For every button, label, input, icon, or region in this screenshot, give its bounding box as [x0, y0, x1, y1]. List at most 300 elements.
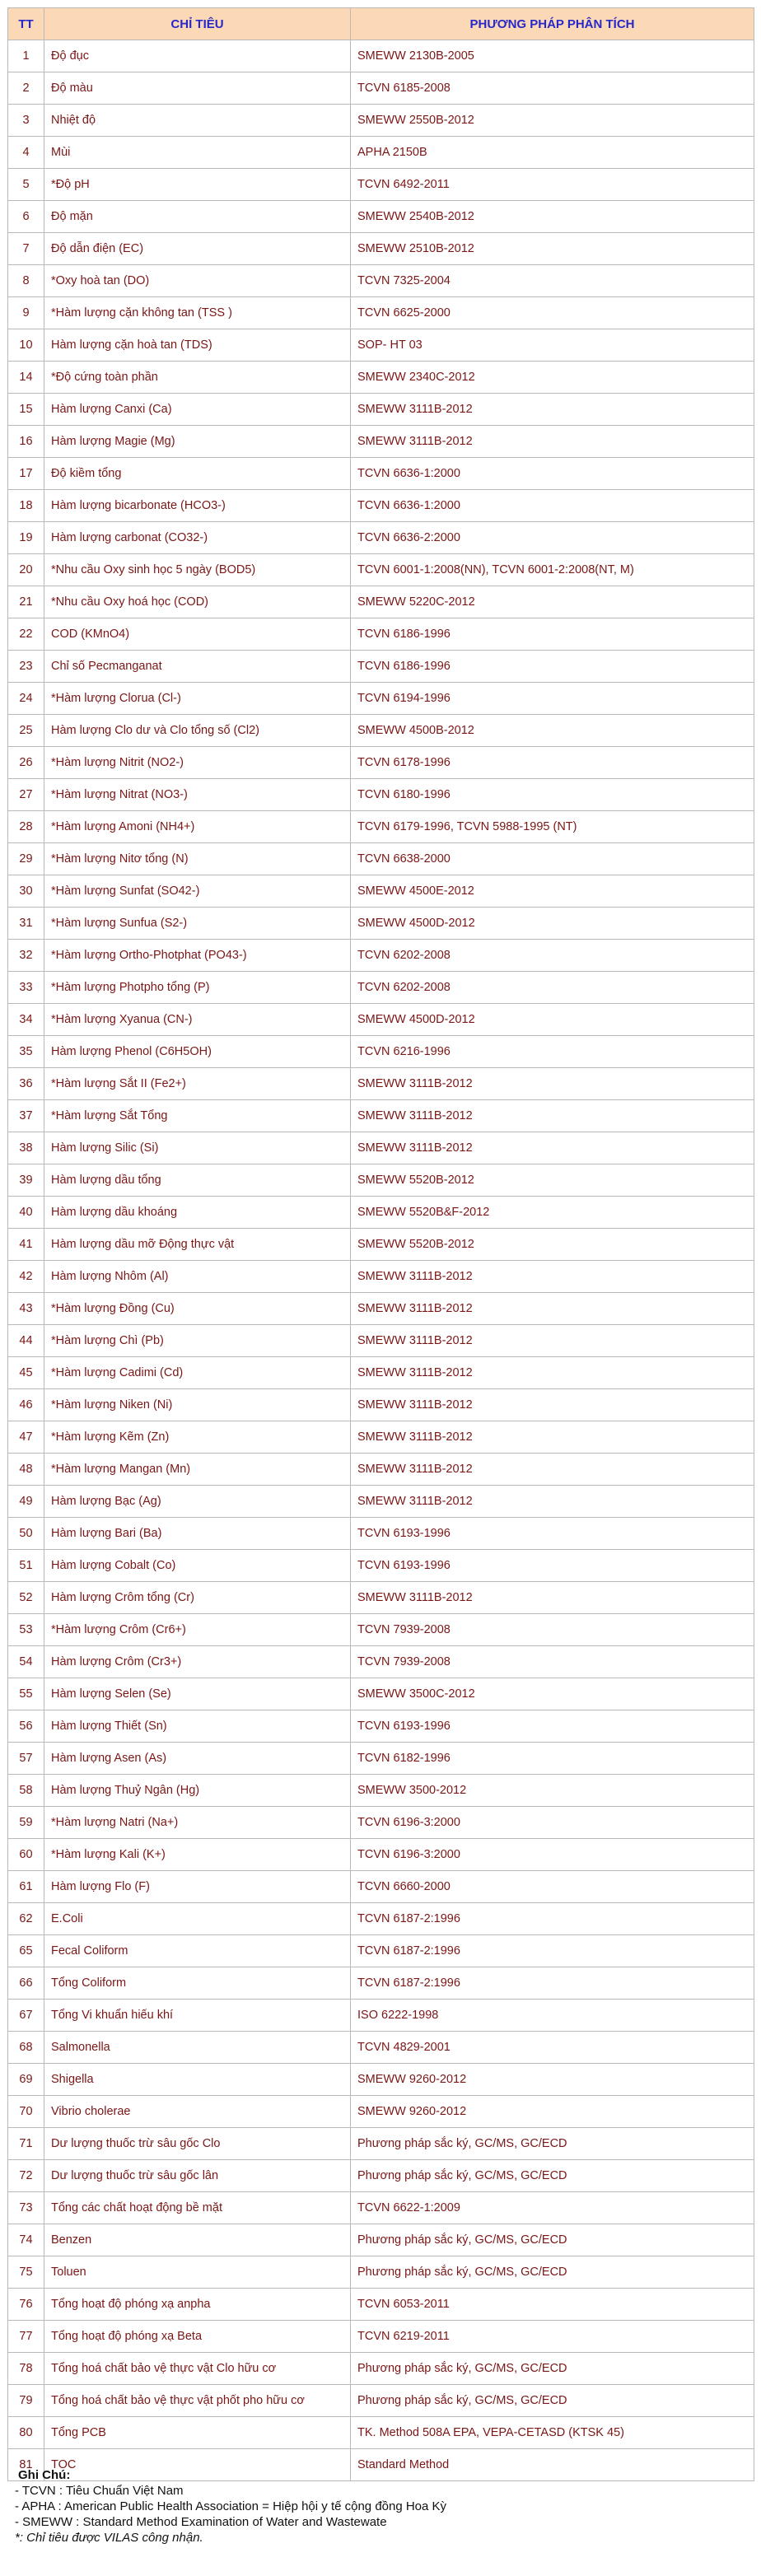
table-row: [8, 233, 754, 265]
table-row: [8, 715, 754, 747]
table-row: [8, 1229, 754, 1261]
analysis-method: TCVN 6001-1:2008(NN), TCVN 6001-2:2008(NT, M): [351, 554, 754, 586]
table-row: [8, 1421, 754, 1454]
indicator-name: Độ màu: [44, 72, 351, 105]
row-number: 60: [8, 1839, 44, 1871]
row-number: 65: [8, 1935, 44, 1967]
analysis-method: SMEWW 5220C-2012: [351, 586, 754, 618]
analysis-method: SMEWW 3111B-2012: [351, 1132, 754, 1164]
analysis-method: TCVN 6216-1996: [351, 1036, 754, 1068]
indicator-name: Salmonella: [44, 2032, 351, 2064]
indicator-name: *Hàm lượng Kali (K+): [44, 1839, 351, 1871]
indicator-name: *Hàm lượng Niken (Ni): [44, 1389, 351, 1421]
row-number: 14: [8, 362, 44, 394]
analysis-method: TCVN 6492-2011: [351, 169, 754, 201]
note-line: - SMEWW : Standard Method Examination of Water and Wastewate: [15, 2515, 387, 2529]
analysis-method: SMEWW 3111B-2012: [351, 1357, 754, 1389]
indicator-name: Hàm lượng Bạc (Ag): [44, 1486, 351, 1518]
table-row: [8, 1293, 754, 1325]
indicator-name: Tổng hoá chất bảo vệ thực vật phốt pho hữu cơ: [44, 2385, 351, 2417]
table-row: [8, 1775, 754, 1807]
row-number: 1: [8, 40, 44, 72]
analysis-method: SMEWW 3111B-2012: [351, 1325, 754, 1357]
row-number: 44: [8, 1325, 44, 1357]
analysis-method: APHA 2150B: [351, 137, 754, 169]
indicator-name: Tổng hoá chất bảo vệ thực vật Clo hữu cơ: [44, 2353, 351, 2385]
row-number: 71: [8, 2128, 44, 2160]
table-row: [8, 586, 754, 618]
table-row: [8, 1454, 754, 1486]
analysis-method: TCVN 6622-1:2009: [351, 2192, 754, 2224]
analysis-method: TCVN 6187-2:1996: [351, 1903, 754, 1935]
row-number: 73: [8, 2192, 44, 2224]
row-number: 72: [8, 2160, 44, 2192]
indicator-name: *Nhu cầu Oxy hoá học (COD): [44, 586, 351, 618]
table-row: [8, 329, 754, 362]
analysis-method: Phương pháp sắc ký, GC/MS, GC/ECD: [351, 2385, 754, 2417]
analysis-method: SMEWW 3111B-2012: [351, 394, 754, 426]
analysis-method: SMEWW 2540B-2012: [351, 201, 754, 233]
row-number: 47: [8, 1421, 44, 1454]
table-row: [8, 2353, 754, 2385]
row-number: 61: [8, 1871, 44, 1903]
table-row: [8, 201, 754, 233]
analysis-method: TCVN 7325-2004: [351, 265, 754, 297]
analysis-method: TCVN 6660-2000: [351, 1871, 754, 1903]
indicator-name: *Độ cứng toàn phần: [44, 362, 351, 394]
table-row: [8, 2064, 754, 2096]
analysis-method: TCVN 6636-1:2000: [351, 490, 754, 522]
indicator-name: Shigella: [44, 2064, 351, 2096]
table-row: [8, 972, 754, 1004]
notes-section: [15, 2467, 446, 2546]
analysis-method: SMEWW 4500B-2012: [351, 715, 754, 747]
indicator-name: Hàm lượng Bari (Ba): [44, 1518, 351, 1550]
analysis-methods-sheet: [7, 7, 754, 2481]
indicator-name: Dư lượng thuốc trừ sâu gốc Clo: [44, 2128, 351, 2160]
table-row: [8, 747, 754, 779]
analysis-method: SOP- HT 03: [351, 329, 754, 362]
indicator-name: Hàm lượng Nhôm (Al): [44, 1261, 351, 1293]
table-row: [8, 2224, 754, 2256]
analysis-method: SMEWW 3111B-2012: [351, 1486, 754, 1518]
indicator-name: Hàm lượng dầu tổng: [44, 1164, 351, 1197]
analysis-method: SMEWW 4500E-2012: [351, 875, 754, 908]
header-method: PHƯƠNG PHÁP PHÂN TÍCH: [351, 8, 754, 40]
row-number: 27: [8, 779, 44, 811]
row-number: 75: [8, 2256, 44, 2289]
indicator-name: Độ kiềm tổng: [44, 458, 351, 490]
analysis-method: TCVN 6186-1996: [351, 618, 754, 651]
row-number: 50: [8, 1518, 44, 1550]
indicator-name: *Hàm lượng Chì (Pb): [44, 1325, 351, 1357]
indicator-name: *Độ pH: [44, 169, 351, 201]
analysis-method: TCVN 6182-1996: [351, 1743, 754, 1775]
indicator-name: Độ đục: [44, 40, 351, 72]
header-indicator: CHỈ TIÊU: [44, 8, 351, 40]
analysis-method: TCVN 6202-2008: [351, 972, 754, 1004]
indicator-name: Hàm lượng Asen (As): [44, 1743, 351, 1775]
indicator-name: *Nhu cầu Oxy sinh học 5 ngày (BOD5): [44, 554, 351, 586]
indicator-name: Độ dẫn điện (EC): [44, 233, 351, 265]
analysis-method: TCVN 6196-3:2000: [351, 1839, 754, 1871]
row-number: 78: [8, 2353, 44, 2385]
analysis-method: SMEWW 5520B-2012: [351, 1229, 754, 1261]
table-row: [8, 2385, 754, 2417]
indicator-name: E.Coli: [44, 1903, 351, 1935]
table-row: [8, 1100, 754, 1132]
analysis-method: TCVN 6187-2:1996: [351, 1967, 754, 2000]
indicator-name: *Hàm lượng Natri (Na+): [44, 1807, 351, 1839]
indicator-name: Hàm lượng Phenol (C6H5OH): [44, 1036, 351, 1068]
indicator-name: *Hàm lượng Xyanua (CN-): [44, 1004, 351, 1036]
table-row: [8, 2417, 754, 2449]
analysis-method: TCVN 6636-1:2000: [351, 458, 754, 490]
table-row: [8, 1935, 754, 1967]
indicator-name: Hàm lượng Thuỷ Ngân (Hg): [44, 1775, 351, 1807]
indicator-name: *Hàm lượng Crôm (Cr6+): [44, 1614, 351, 1646]
row-number: 29: [8, 843, 44, 875]
row-number: 68: [8, 2032, 44, 2064]
analysis-method: SMEWW 5520B-2012: [351, 1164, 754, 1197]
row-number: 37: [8, 1100, 44, 1132]
indicator-name: *Hàm lượng Clorua (Cl-): [44, 683, 351, 715]
row-number: 15: [8, 394, 44, 426]
indicator-name: Fecal Coliform: [44, 1935, 351, 1967]
analysis-method: TCVN 6193-1996: [351, 1550, 754, 1582]
row-number: 49: [8, 1486, 44, 1518]
table-row: [8, 137, 754, 169]
table-row: [8, 1967, 754, 2000]
indicator-name: Hàm lượng Silic (Si): [44, 1132, 351, 1164]
indicator-name: TOC: [44, 2449, 351, 2481]
row-number: 28: [8, 811, 44, 843]
indicator-name: *Hàm lượng Cadimi (Cd): [44, 1357, 351, 1389]
row-number: 6: [8, 201, 44, 233]
table-row: [8, 297, 754, 329]
analysis-method: SMEWW 3111B-2012: [351, 1421, 754, 1454]
row-number: 35: [8, 1036, 44, 1068]
analysis-method: SMEWW 2510B-2012: [351, 233, 754, 265]
table-row: [8, 72, 754, 105]
analysis-method: SMEWW 5520B&F-2012: [351, 1197, 754, 1229]
analysis-method: TCVN 6178-1996: [351, 747, 754, 779]
analysis-method: TCVN 6180-1996: [351, 779, 754, 811]
table-body: [8, 40, 754, 2481]
table-row: [8, 1197, 754, 1229]
table-row: [8, 1004, 754, 1036]
analysis-method: SMEWW 4500D-2012: [351, 908, 754, 940]
indicator-name: *Hàm lượng Ortho-Photphat (PO43-): [44, 940, 351, 972]
indicator-name: *Hàm lượng Kẽm (Zn): [44, 1421, 351, 1454]
row-number: 62: [8, 1903, 44, 1935]
row-number: 10: [8, 329, 44, 362]
table-row: [8, 458, 754, 490]
indicator-name: Hàm lượng dầu mỡ Động thực vật: [44, 1229, 351, 1261]
table-row: [8, 1550, 754, 1582]
analysis-method: SMEWW 3111B-2012: [351, 1582, 754, 1614]
row-number: 32: [8, 940, 44, 972]
row-number: 58: [8, 1775, 44, 1807]
row-number: 55: [8, 1678, 44, 1710]
analysis-method: TCVN 6186-1996: [351, 651, 754, 683]
row-number: 46: [8, 1389, 44, 1421]
table-row: [8, 1839, 754, 1871]
indicator-name: Chỉ số Pecmanganat: [44, 651, 351, 683]
analysis-method: SMEWW 2550B-2012: [351, 105, 754, 137]
table-row: [8, 843, 754, 875]
row-number: 26: [8, 747, 44, 779]
table-row: [8, 2321, 754, 2353]
table-row: [8, 1646, 754, 1678]
analysis-method: TCVN 6187-2:1996: [351, 1935, 754, 1967]
indicator-name: *Hàm lượng Đồng (Cu): [44, 1293, 351, 1325]
indicator-name: Hàm lượng bicarbonate (HCO3-): [44, 490, 351, 522]
analysis-method: Phương pháp sắc ký, GC/MS, GC/ECD: [351, 2256, 754, 2289]
table-row: [8, 169, 754, 201]
analysis-method: SMEWW 3500-2012: [351, 1775, 754, 1807]
row-number: 53: [8, 1614, 44, 1646]
row-number: 43: [8, 1293, 44, 1325]
analysis-method: SMEWW 3111B-2012: [351, 1389, 754, 1421]
table-row: [8, 1261, 754, 1293]
analysis-method: TCVN 6194-1996: [351, 683, 754, 715]
table-row: [8, 1036, 754, 1068]
analysis-method: TCVN 6193-1996: [351, 1518, 754, 1550]
indicator-name: *Hàm lượng Sunfua (S2-): [44, 908, 351, 940]
indicator-name: Tổng PCB: [44, 2417, 351, 2449]
table-row: [8, 2128, 754, 2160]
analysis-method: TK. Method 508A EPA, VEPA-CETASD (KTSK 45): [351, 2417, 754, 2449]
row-number: 51: [8, 1550, 44, 1582]
row-number: 8: [8, 265, 44, 297]
analysis-method: TCVN 6625-2000: [351, 297, 754, 329]
indicator-name: *Hàm lượng Sắt II (Fe2+): [44, 1068, 351, 1100]
indicator-name: Vibrio cholerae: [44, 2096, 351, 2128]
table-row: [8, 779, 754, 811]
indicator-name: *Hàm lượng Sắt Tổng: [44, 1100, 351, 1132]
indicator-name: Hàm lượng cặn hoà tan (TDS): [44, 329, 351, 362]
table-row: [8, 1710, 754, 1743]
row-number: 66: [8, 1967, 44, 2000]
table-row: [8, 1325, 754, 1357]
row-number: 77: [8, 2321, 44, 2353]
row-number: 30: [8, 875, 44, 908]
row-number: 20: [8, 554, 44, 586]
analysis-method: TCVN 6202-2008: [351, 940, 754, 972]
analysis-method: SMEWW 9260-2012: [351, 2096, 754, 2128]
row-number: 31: [8, 908, 44, 940]
table-row: [8, 1357, 754, 1389]
row-number: 4: [8, 137, 44, 169]
table-row: [8, 1807, 754, 1839]
analysis-method: SMEWW 2130B-2005: [351, 40, 754, 72]
row-number: 42: [8, 1261, 44, 1293]
indicator-name: Benzen: [44, 2224, 351, 2256]
analysis-method: TCVN 6196-3:2000: [351, 1807, 754, 1839]
indicator-name: Hàm lượng Selen (Se): [44, 1678, 351, 1710]
row-number: 41: [8, 1229, 44, 1261]
table-row: [8, 2000, 754, 2032]
row-number: 34: [8, 1004, 44, 1036]
row-number: 56: [8, 1710, 44, 1743]
indicator-name: Tổng Coliform: [44, 1967, 351, 2000]
table-row: [8, 1164, 754, 1197]
indicator-name: *Hàm lượng Photpho tổng (P): [44, 972, 351, 1004]
indicator-name: Hàm lượng Flo (F): [44, 1871, 351, 1903]
header-tt: TT: [8, 8, 44, 40]
indicator-name: Hàm lượng Clo dư và Clo tổng số (Cl2): [44, 715, 351, 747]
table-row: [8, 651, 754, 683]
row-number: 16: [8, 426, 44, 458]
analysis-method: SMEWW 3500C-2012: [351, 1678, 754, 1710]
indicator-name: Tổng Vi khuẩn hiếu khí: [44, 2000, 351, 2032]
notes-title: Ghi Chú:: [18, 2468, 71, 2482]
indicator-name: Tổng hoạt độ phóng xạ anpha: [44, 2289, 351, 2321]
indicator-name: Nhiệt độ: [44, 105, 351, 137]
analysis-method: TCVN 6193-1996: [351, 1710, 754, 1743]
row-number: 79: [8, 2385, 44, 2417]
row-number: 57: [8, 1743, 44, 1775]
row-number: 70: [8, 2096, 44, 2128]
row-number: 23: [8, 651, 44, 683]
row-number: 59: [8, 1807, 44, 1839]
indicator-name: Hàm lượng Crôm (Cr3+): [44, 1646, 351, 1678]
analysis-method: SMEWW 3111B-2012: [351, 1068, 754, 1100]
indicator-name: *Hàm lượng cặn không tan (TSS ): [44, 297, 351, 329]
row-number: 25: [8, 715, 44, 747]
indicator-name: Hàm lượng Magie (Mg): [44, 426, 351, 458]
table-row: [8, 490, 754, 522]
table-row: [8, 908, 754, 940]
analysis-method: TCVN 6179-1996, TCVN 5988-1995 (NT): [351, 811, 754, 843]
analysis-method: Phương pháp sắc ký, GC/MS, GC/ECD: [351, 2160, 754, 2192]
table-row: [8, 2160, 754, 2192]
table-row: [8, 618, 754, 651]
table-row: [8, 875, 754, 908]
table-row: [8, 1132, 754, 1164]
row-number: 45: [8, 1357, 44, 1389]
table-header-row: [8, 8, 754, 40]
analysis-method: SMEWW 3111B-2012: [351, 426, 754, 458]
analysis-method: TCVN 6219-2011: [351, 2321, 754, 2353]
indicator-name: *Hàm lượng Sunfat (SO42-): [44, 875, 351, 908]
row-number: 21: [8, 586, 44, 618]
table-row: [8, 265, 754, 297]
indicator-name: *Hàm lượng Nitrat (NO3-): [44, 779, 351, 811]
note-line: - APHA : American Public Health Association = Hiệp hội y tế cộng đồng Hoa Kỳ: [15, 2499, 447, 2513]
indicator-name: Hàm lượng Thiết (Sn): [44, 1710, 351, 1743]
table-row: [8, 2032, 754, 2064]
indicator-name: Hàm lượng Crôm tổng (Cr): [44, 1582, 351, 1614]
table-row: [8, 811, 754, 843]
row-number: 39: [8, 1164, 44, 1197]
row-number: 19: [8, 522, 44, 554]
analysis-method: SMEWW 3111B-2012: [351, 1261, 754, 1293]
analysis-method: TCVN 7939-2008: [351, 1646, 754, 1678]
table-row: [8, 1903, 754, 1935]
row-number: 76: [8, 2289, 44, 2321]
analysis-method: SMEWW 3111B-2012: [351, 1100, 754, 1132]
indicator-name: *Hàm lượng Mangan (Mn): [44, 1454, 351, 1486]
table-row: [8, 683, 754, 715]
row-number: 24: [8, 683, 44, 715]
table-row: [8, 1068, 754, 1100]
row-number: 7: [8, 233, 44, 265]
analysis-method: SMEWW 3111B-2012: [351, 1454, 754, 1486]
table-row: [8, 40, 754, 72]
row-number: 74: [8, 2224, 44, 2256]
note-vilas: *: Chỉ tiêu được VILAS công nhận.: [15, 2531, 203, 2545]
indicator-name: Mùi: [44, 137, 351, 169]
analysis-method: TCVN 6185-2008: [351, 72, 754, 105]
table-row: [8, 1582, 754, 1614]
table-row: [8, 554, 754, 586]
analysis-method: Standard Method: [351, 2449, 754, 2481]
row-number: 40: [8, 1197, 44, 1229]
row-number: 36: [8, 1068, 44, 1100]
indicator-name: Hàm lượng dầu khoáng: [44, 1197, 351, 1229]
row-number: 38: [8, 1132, 44, 1164]
table-row: [8, 2192, 754, 2224]
table-row: [8, 940, 754, 972]
table-row: [8, 2289, 754, 2321]
analysis-method: TCVN 6053-2011: [351, 2289, 754, 2321]
indicator-name: *Hàm lượng Amoni (NH4+): [44, 811, 351, 843]
analysis-method: SMEWW 2340C-2012: [351, 362, 754, 394]
table-row: [8, 105, 754, 137]
row-number: 9: [8, 297, 44, 329]
table-row: [8, 394, 754, 426]
analysis-method: TCVN 7939-2008: [351, 1614, 754, 1646]
table-row: [8, 1518, 754, 1550]
row-number: 54: [8, 1646, 44, 1678]
indicator-name: *Oxy hoà tan (DO): [44, 265, 351, 297]
indicator-name: Hàm lượng Canxi (Ca): [44, 394, 351, 426]
indicator-name: Tổng hoạt độ phóng xạ Beta: [44, 2321, 351, 2353]
row-number: 80: [8, 2417, 44, 2449]
row-number: 5: [8, 169, 44, 201]
table-row: [8, 1486, 754, 1518]
table-row: [8, 1389, 754, 1421]
row-number: 3: [8, 105, 44, 137]
table-row: [8, 2256, 754, 2289]
analysis-method: ISO 6222-1998: [351, 2000, 754, 2032]
table-row: [8, 426, 754, 458]
row-number: 69: [8, 2064, 44, 2096]
row-number: 52: [8, 1582, 44, 1614]
analysis-methods-table: [7, 7, 754, 2481]
table-row: [8, 1743, 754, 1775]
indicator-name: *Hàm lượng Nitơ tổng (N): [44, 843, 351, 875]
table-row: [8, 522, 754, 554]
analysis-method: Phương pháp sắc ký, GC/MS, GC/ECD: [351, 2128, 754, 2160]
table-row: [8, 2096, 754, 2128]
note-line: - TCVN : Tiêu Chuẩn Việt Nam: [15, 2484, 184, 2498]
analysis-method: SMEWW 9260-2012: [351, 2064, 754, 2096]
row-number: 33: [8, 972, 44, 1004]
analysis-method: Phương pháp sắc ký, GC/MS, GC/ECD: [351, 2224, 754, 2256]
analysis-method: TCVN 4829-2001: [351, 2032, 754, 2064]
analysis-method: TCVN 6638-2000: [351, 843, 754, 875]
indicator-name: *Hàm lượng Nitrit (NO2-): [44, 747, 351, 779]
indicator-name: Toluen: [44, 2256, 351, 2289]
row-number: 67: [8, 2000, 44, 2032]
row-number: 22: [8, 618, 44, 651]
table-row: [8, 362, 754, 394]
row-number: 81: [8, 2449, 44, 2481]
analysis-method: TCVN 6636-2:2000: [351, 522, 754, 554]
